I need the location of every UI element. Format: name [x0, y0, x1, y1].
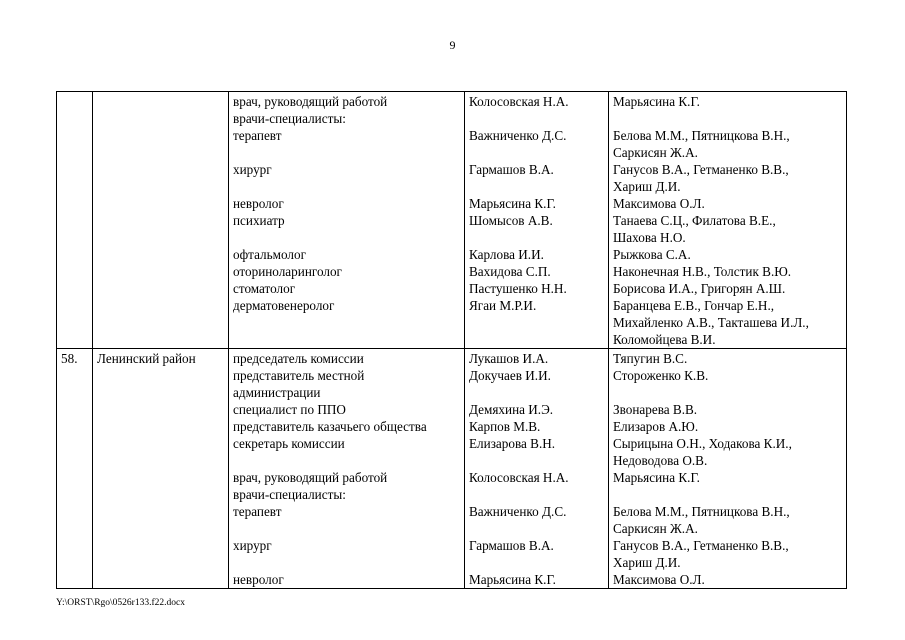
member-line	[469, 384, 604, 401]
table-row	[57, 349, 847, 589]
role-line	[233, 520, 460, 537]
member-line	[469, 178, 604, 195]
role-line: невролог	[233, 196, 284, 211]
member-line: Пастушенко Н.Н.	[469, 281, 567, 296]
role-line: врач, руководящий работой	[233, 94, 388, 109]
member-line: Колосовская Н.А.	[469, 470, 569, 485]
reserve-line: Саркисян Ж.А.	[613, 521, 698, 536]
table-row	[57, 92, 847, 349]
roles-cell	[229, 92, 465, 349]
reserve-line: Наконечная Н.В., Толстик В.Ю.	[613, 264, 792, 279]
role-line: врачи-специалисты:	[233, 111, 346, 126]
member-line	[469, 314, 604, 331]
role-line: дерматовенеролог	[233, 298, 335, 313]
reserve-line: Саркисян Ж.А.	[613, 145, 698, 160]
page-number: 9	[449, 38, 456, 52]
reserve-line: Хариш Д.И.	[613, 555, 681, 570]
reserves-cell	[609, 92, 847, 349]
member-line: Демяхина И.Э.	[469, 402, 554, 417]
roles-cell	[229, 349, 465, 589]
reserve-line: Максимова О.Л.	[613, 572, 705, 587]
role-line: невролог	[233, 572, 284, 587]
reserve-line	[613, 384, 842, 401]
role-line: психиатр	[233, 213, 285, 228]
role-line: терапевт	[233, 128, 282, 143]
role-line: врач, руководящий работой	[233, 470, 388, 485]
reserve-line: Ганусов В.А., Гетманенко В.В.,	[613, 538, 789, 553]
reserve-line	[613, 486, 842, 503]
role-line	[233, 554, 460, 571]
member-line	[469, 229, 604, 246]
member-line	[469, 554, 604, 571]
reserves-cell	[609, 349, 847, 589]
member-line	[469, 144, 604, 161]
file-path-footer: Y:\ORST\Rgo\0526r133.f22.docx	[56, 598, 185, 608]
role-line	[233, 229, 460, 246]
reserve-line: Михайленко А.В., Такташева И.Л.,	[613, 315, 809, 330]
member-line: Карлова И.И.	[469, 247, 544, 262]
reserve-line: Борисова И.А., Григорян А.Ш.	[613, 281, 786, 296]
role-line	[233, 314, 460, 331]
reserve-line: Белова М.М., Пятницкова В.Н.,	[613, 128, 790, 143]
role-line: стоматолог	[233, 281, 296, 296]
reserve-line: Марьясина К.Г.	[613, 470, 700, 485]
member-line	[469, 110, 604, 127]
member-line: Важниченко Д.С.	[469, 128, 567, 143]
member-line: Ягаи М.Р.И.	[469, 298, 537, 313]
role-line: председатель комиссии	[233, 351, 364, 366]
member-line: Карпов М.В.	[469, 419, 541, 434]
role-line	[233, 452, 460, 469]
reserve-line	[613, 110, 842, 127]
commission-table	[56, 91, 847, 589]
role-line: офтальмолог	[233, 247, 306, 262]
role-line: врачи-специалисты:	[233, 487, 346, 502]
role-line	[233, 178, 460, 195]
reserve-line: Ганусов В.А., Гетманенко В.В.,	[613, 162, 789, 177]
reserve-line: Тяпугин В.С.	[613, 351, 688, 366]
reserve-line: Белова М.М., Пятницкова В.Н.,	[613, 504, 790, 519]
members-cell	[465, 349, 609, 589]
member-line	[469, 331, 604, 348]
role-line: представитель казачьего общества	[233, 419, 427, 434]
role-line: оториноларинголог	[233, 264, 342, 279]
member-line	[469, 452, 604, 469]
members-cell	[465, 92, 609, 349]
reserve-line: Недоводова О.В.	[613, 453, 708, 468]
reserve-line: Елизаров А.Ю.	[613, 419, 699, 434]
reserve-line: Сырицына О.Н., Ходакова К.И.,	[613, 436, 792, 451]
reserve-line: Максимова О.Л.	[613, 196, 705, 211]
member-line: Колосовская Н.А.	[469, 94, 569, 109]
reserve-line: Шахова Н.О.	[613, 230, 686, 245]
reserve-line: Рыжкова С.А.	[613, 247, 691, 262]
member-line: Вахидова С.П.	[469, 264, 551, 279]
role-line: представитель местной	[233, 368, 365, 383]
reserve-line: Звонарева В.В.	[613, 402, 698, 417]
member-line	[469, 520, 604, 537]
row-number	[57, 92, 93, 349]
reserve-line: Хариш Д.И.	[613, 179, 681, 194]
reserve-line: Баранцева Е.В., Гончар Е.Н.,	[613, 298, 775, 313]
member-line: Лукашов И.А.	[469, 351, 549, 366]
reserve-line: Марьясина К.Г.	[613, 94, 700, 109]
member-line: Докучаев И.И.	[469, 368, 551, 383]
member-line: Гармашов В.А.	[469, 162, 554, 177]
role-line: специалист по ППО	[233, 402, 346, 417]
role-line: терапевт	[233, 504, 282, 519]
district-name	[93, 92, 229, 349]
role-line: администрации	[233, 385, 321, 400]
reserve-line: Танаева С.Ц., Филатова В.Е.,	[613, 213, 776, 228]
role-line	[233, 331, 460, 348]
role-line	[233, 144, 460, 161]
district-name: Ленинский район	[93, 349, 229, 589]
role-line: хирург	[233, 162, 272, 177]
member-line: Марьясина К.Г.	[469, 572, 556, 587]
reserve-line: Стороженко К.В.	[613, 368, 709, 383]
row-number: 58.	[57, 349, 93, 589]
member-line: Важниченко Д.С.	[469, 504, 567, 519]
reserve-line: Коломойцева В.И.	[613, 332, 716, 347]
member-line: Гармашов В.А.	[469, 538, 554, 553]
role-line: секретарь комиссии	[233, 436, 345, 451]
role-line: хирург	[233, 538, 272, 553]
member-line: Шомысов А.В.	[469, 213, 553, 228]
member-line: Елизарова В.Н.	[469, 436, 556, 451]
member-line: Марьясина К.Г.	[469, 196, 556, 211]
member-line	[469, 486, 604, 503]
